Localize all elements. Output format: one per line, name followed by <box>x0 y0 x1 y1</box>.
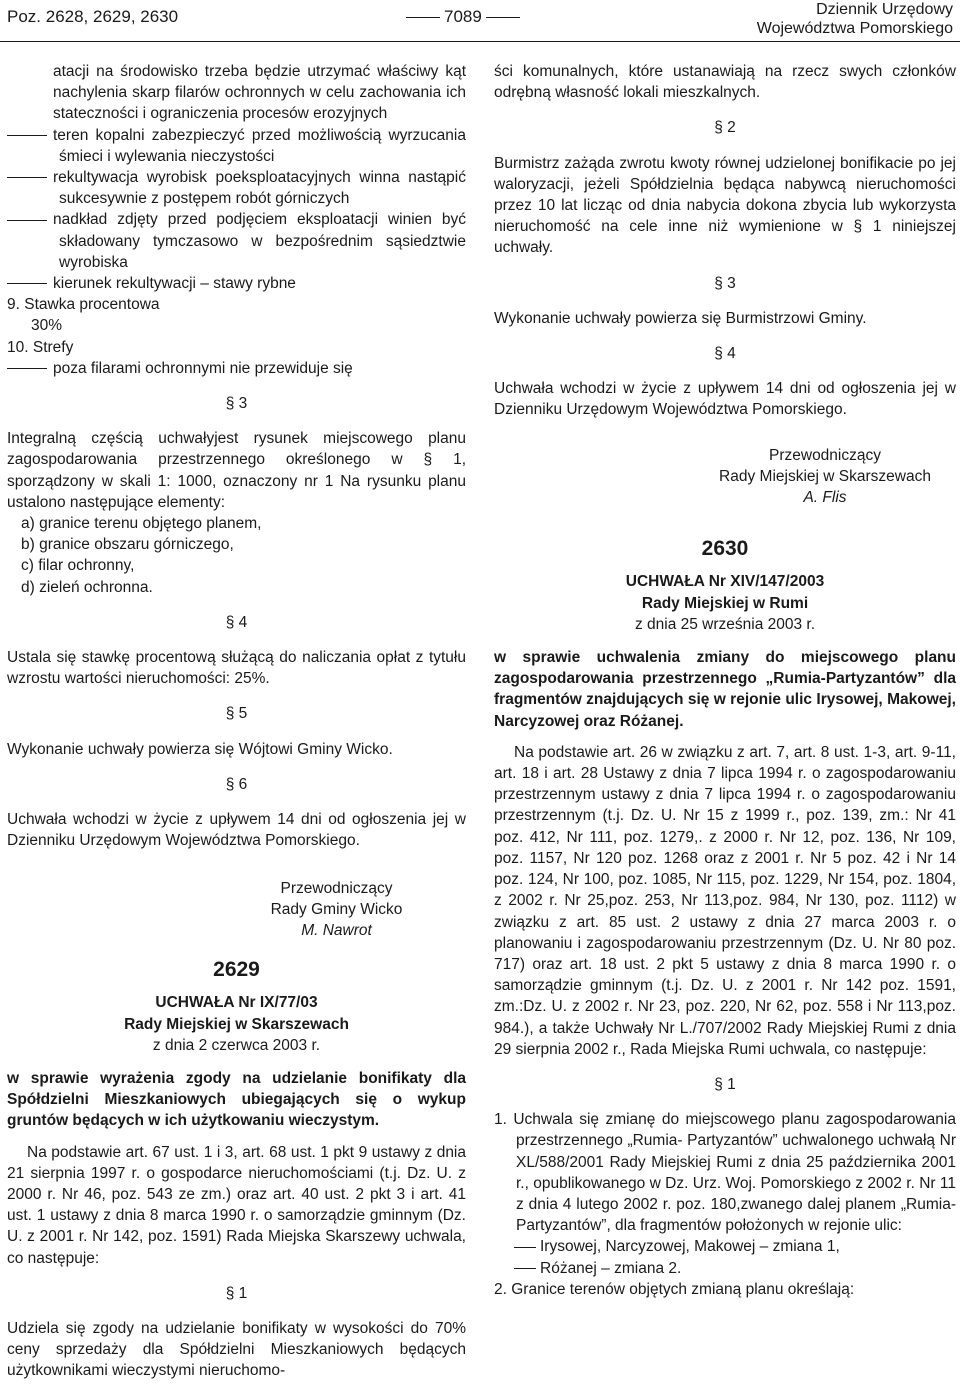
section-heading: § 1 <box>225 1284 248 1302</box>
section-heading: § 5 <box>225 705 248 723</box>
list-item: b) granice obszaru górniczego, <box>21 536 234 554</box>
section-text: Burmistrz zażąda zwrotu kwoty równej udzielonej bonifikacie po jej waloryzacji, jeżeli Spółdzielnia będąca nabywcą nieruchomości przez 10 lat licząc od dnia nabycia dokona zbycia lub wykorzysta nieruchomość na cele inne niż wymienione w § 1 niniejszej uchwały. <box>494 154 956 257</box>
position-number: 2630 <box>701 537 749 561</box>
legal-basis: Na podstawie art. 67 ust. 1 i 3, art. 68 ust. 1 pkt 9 ustawy z dnia 21 sierpnia 1997 r. o gospodarce nieruchomościami (t.j. Dz. U. z 2000 r. Nr 46, poz. 543 ze zm.) oraz art. 40 ust. 2 pkt 3 i art. 41 ust. 1 ustawy z dnia 8 marca 1990 r. o samorządzie gminnym (Dz. U. z 2001 r. Nr 142, poz. 1591) Rada Miejska Skarszewy uchwala, co następuje: <box>7 1143 466 1267</box>
list-item-value: 30% <box>31 317 63 335</box>
dash-item: poza filarami ochronnymi nie przewiduje się <box>7 358 466 379</box>
section-heading: § 4 <box>714 345 736 363</box>
journal-title-line2: Województwa Pomorskiego <box>756 20 953 37</box>
page-number-text: 7089 <box>444 7 482 26</box>
section-text: Ustala się stawkę procentową służącą do naliczania opłat z tytułu wzrostu wartości nieruchomości: 25%. <box>7 649 466 688</box>
signature-role: Przewodniczący <box>769 446 881 464</box>
journal-title-line1: Dziennik Urzędowy <box>816 1 953 18</box>
list-item: a) granice terenu objętego planem, <box>21 515 262 533</box>
list-item: d) zieleń ochronna. <box>21 578 153 596</box>
dash-decoration <box>406 17 440 18</box>
continued-text: ści komunalnych, które ustanawiają na rzecz swych członków odrębną własność lokali mieszkalnych. <box>494 63 956 102</box>
resolution-body: Rady Miejskiej w Skarszewach <box>124 1015 349 1033</box>
resolution-date: z dnia 25 września 2003 r. <box>634 615 816 633</box>
section-text: Uchwała wchodzi w życie z upływem 14 dni od ogłoszenia jej w Dzienniku Urzędowym Województwa Pomorskiego. <box>494 380 956 419</box>
dash-item: teren kopalni zabezpieczyć przed możliwością wyrzucania śmieci i wylewania nieczystości <box>7 125 466 167</box>
legal-basis: Na podstawie art. 26 w związku z art. 7, art. 8 ust. 1-3, art. 9-11, art. 18 i art. 28 Ustawy z dnia 7 lipca 1994 r. o zagospodarowaniu przestrzennym ustawy z dnia 7 lipca 1994 r. o zagospodarowaniu przestrzennym (t.j. Dz. U. Nr 15 z 1999 r., poz. 139, zm.: Nr 41 poz. 412, Nr 111, poz. 1279,. z 2000 r. Nr 12, poz. 136, Nr 109, poz. 1157, Nr 120 poz. 1268 oraz z 2001 r. Nr 5 poz. 42 i Nr 14 poz. 124, Nr 100, poz. 1085, Nr 115, poz. 1229, Nr 154, poz. 1804, z 2002 r. Nr 25,poz. 253, Nr 113,poz. 984, Nr 130, poz. 1112) w związku z art. 85 ust. 2 ustawy z dnia 27 marca 2003 r. o planowaniu i zagospodarowaniu przestrzennym (Dz. U. Nr 80 poz. 717) oraz art. 18 ust. 2 pkt 5 ustawy z dnia 8 marca 1990 r. o samorządzie gminnym (t.j. Dz. U. z 2001 r. Nr 142 poz. 1591, zm.:Dz. U. z 2002 r. Nr 23, poz. 220, Nr 62, poz. 558 i Nr 113,poz. 984.), a także Uchwały Nr L./707/2002 Rady Miejskiej Rumi z dnia 29 sierpnia 2002 r., Rada Miejska Rumi uchwala, co następuje: <box>494 743 956 1058</box>
left-column <box>7 61 466 1382</box>
section-text: Integralną częścią uchwałyjest rysunek miejscowego planu zagospodarowania przestrzennego określonego w § 1, sporządzony w skali 1: 1000, oznaczony nr 1 Na rysunku planu ustalono następujące elementy: <box>7 430 466 511</box>
section-text: Uchwała wchodzi w życie z upływem 14 dni od ogłoszenia jej w Dzienniku Urzędowym Województwa Pomorskiego. <box>7 811 466 850</box>
signature-block <box>7 878 466 942</box>
section-text: Wykonanie uchwały powierza się Wójtowi Gminy Wicko. <box>7 740 393 758</box>
right-column <box>494 61 956 1300</box>
resolution-subject: w sprawie uchwalenia zmiany do miejscowego planu zagospodarowania przestrzennego „Rumia-Partyzantów” dla fragmentów znajdujących się w rejonie ulic Irysowej, Makowej, Narcyzowej oraz Różanej. <box>494 649 956 730</box>
position-number: 2629 <box>213 958 260 982</box>
dash-item: rekultywacja wyrobisk poeksploatacyjnych winna nastąpić sukcesywnie z postępem robót górniczych <box>7 167 466 209</box>
resolution-title: UCHWAŁA Nr IX/77/03 <box>155 994 318 1012</box>
position-numbers: Poz. 2628, 2629, 2630 <box>7 7 179 26</box>
dash-item: Różanej – zmiana 2. <box>494 1258 956 1279</box>
page-number <box>402 6 524 27</box>
signature-name: A. Flis <box>803 489 847 507</box>
section-heading: § 1 <box>714 1075 736 1093</box>
dash-item: kierunek rekultywacji – stawy rybne <box>7 273 466 294</box>
section-heading: § 2 <box>714 119 736 137</box>
resolution-body: Rady Miejskiej w Rumi <box>641 594 809 612</box>
page-header <box>0 0 960 40</box>
resolution-date: z dnia 2 czerwca 2003 r. <box>152 1036 321 1054</box>
section-heading: § 3 <box>225 395 248 413</box>
signature-name: M. Nawrot <box>301 921 372 939</box>
section-text: Wykonanie uchwały powierza się Burmistrzowi Gminy. <box>494 309 867 327</box>
list-item: 10. Strefy <box>7 338 74 356</box>
signature-block <box>494 445 956 509</box>
resolution-subject: w sprawie wyrażenia zgody na udzielanie bonifikaty dla Spółdzielni Mieszkaniowych ubiegających się o wykup gruntów będących w ich użytkowaniu wieczystym. <box>7 1069 466 1130</box>
dash-item: nadkład zdjęty przed podjęciem eksploatacji winien być składowany tymczasowo w bezpośrednim sąsiedztwie wyrobiska <box>7 209 466 273</box>
numbered-item: 2. Granice terenów objętych zmianą planu określają: <box>494 1280 855 1298</box>
journal-title <box>757 0 953 38</box>
signature-body: Rady Miejskiej w Skarszewach <box>719 467 931 485</box>
section-heading: § 6 <box>225 775 248 793</box>
section-heading: § 3 <box>714 274 736 292</box>
dash-decoration <box>486 17 520 18</box>
numbered-item: 1. Uchwala się zmianę do miejscowego planu zagospodarowania przestrzennego „Rumia- Partyzantów” uchwalonego uchwałą Nr XL/588/2001 Rady Miejskiej Rumi z dnia 25 października 2001 r., opublikowanego w Dz. Urz. Woj. Pomorskiego z 2002 r. Nr 11 z dnia 4 lutego 2002 r. poz. 180,zwanego dalej planem „Rumia-Partyzantów”, dla fragmentów położonych w rejonie ulic: <box>494 1111 956 1235</box>
header-divider <box>0 41 960 42</box>
list-item: c) filar ochronny, <box>21 557 135 575</box>
dash-item: Irysowej, Narcyzowej, Makowej – zmiana 1, <box>494 1236 956 1257</box>
list-item: 9. Stawka procentowa <box>7 296 160 314</box>
continued-text: atacji na środowisko trzeba będzie utrzymać właściwy kąt nachylenia skarp filarów ochronnych w celu zachowania ich stateczności i ograniczenia procesów erozyjnych <box>53 63 466 123</box>
signature-body: Rady Gminy Wicko <box>270 900 403 918</box>
section-heading: § 4 <box>225 613 248 631</box>
resolution-title: UCHWAŁA Nr XIV/147/2003 <box>625 573 825 591</box>
section-text: Udziela się zgody na udzielanie bonifikaty w wysokości do 70% ceny sprzedaży dla Spółdzielni Mieszkaniowych będących użytkownikami wieczystymi nieruchomo- <box>7 1319 466 1380</box>
signature-role: Przewodniczący <box>280 879 393 897</box>
